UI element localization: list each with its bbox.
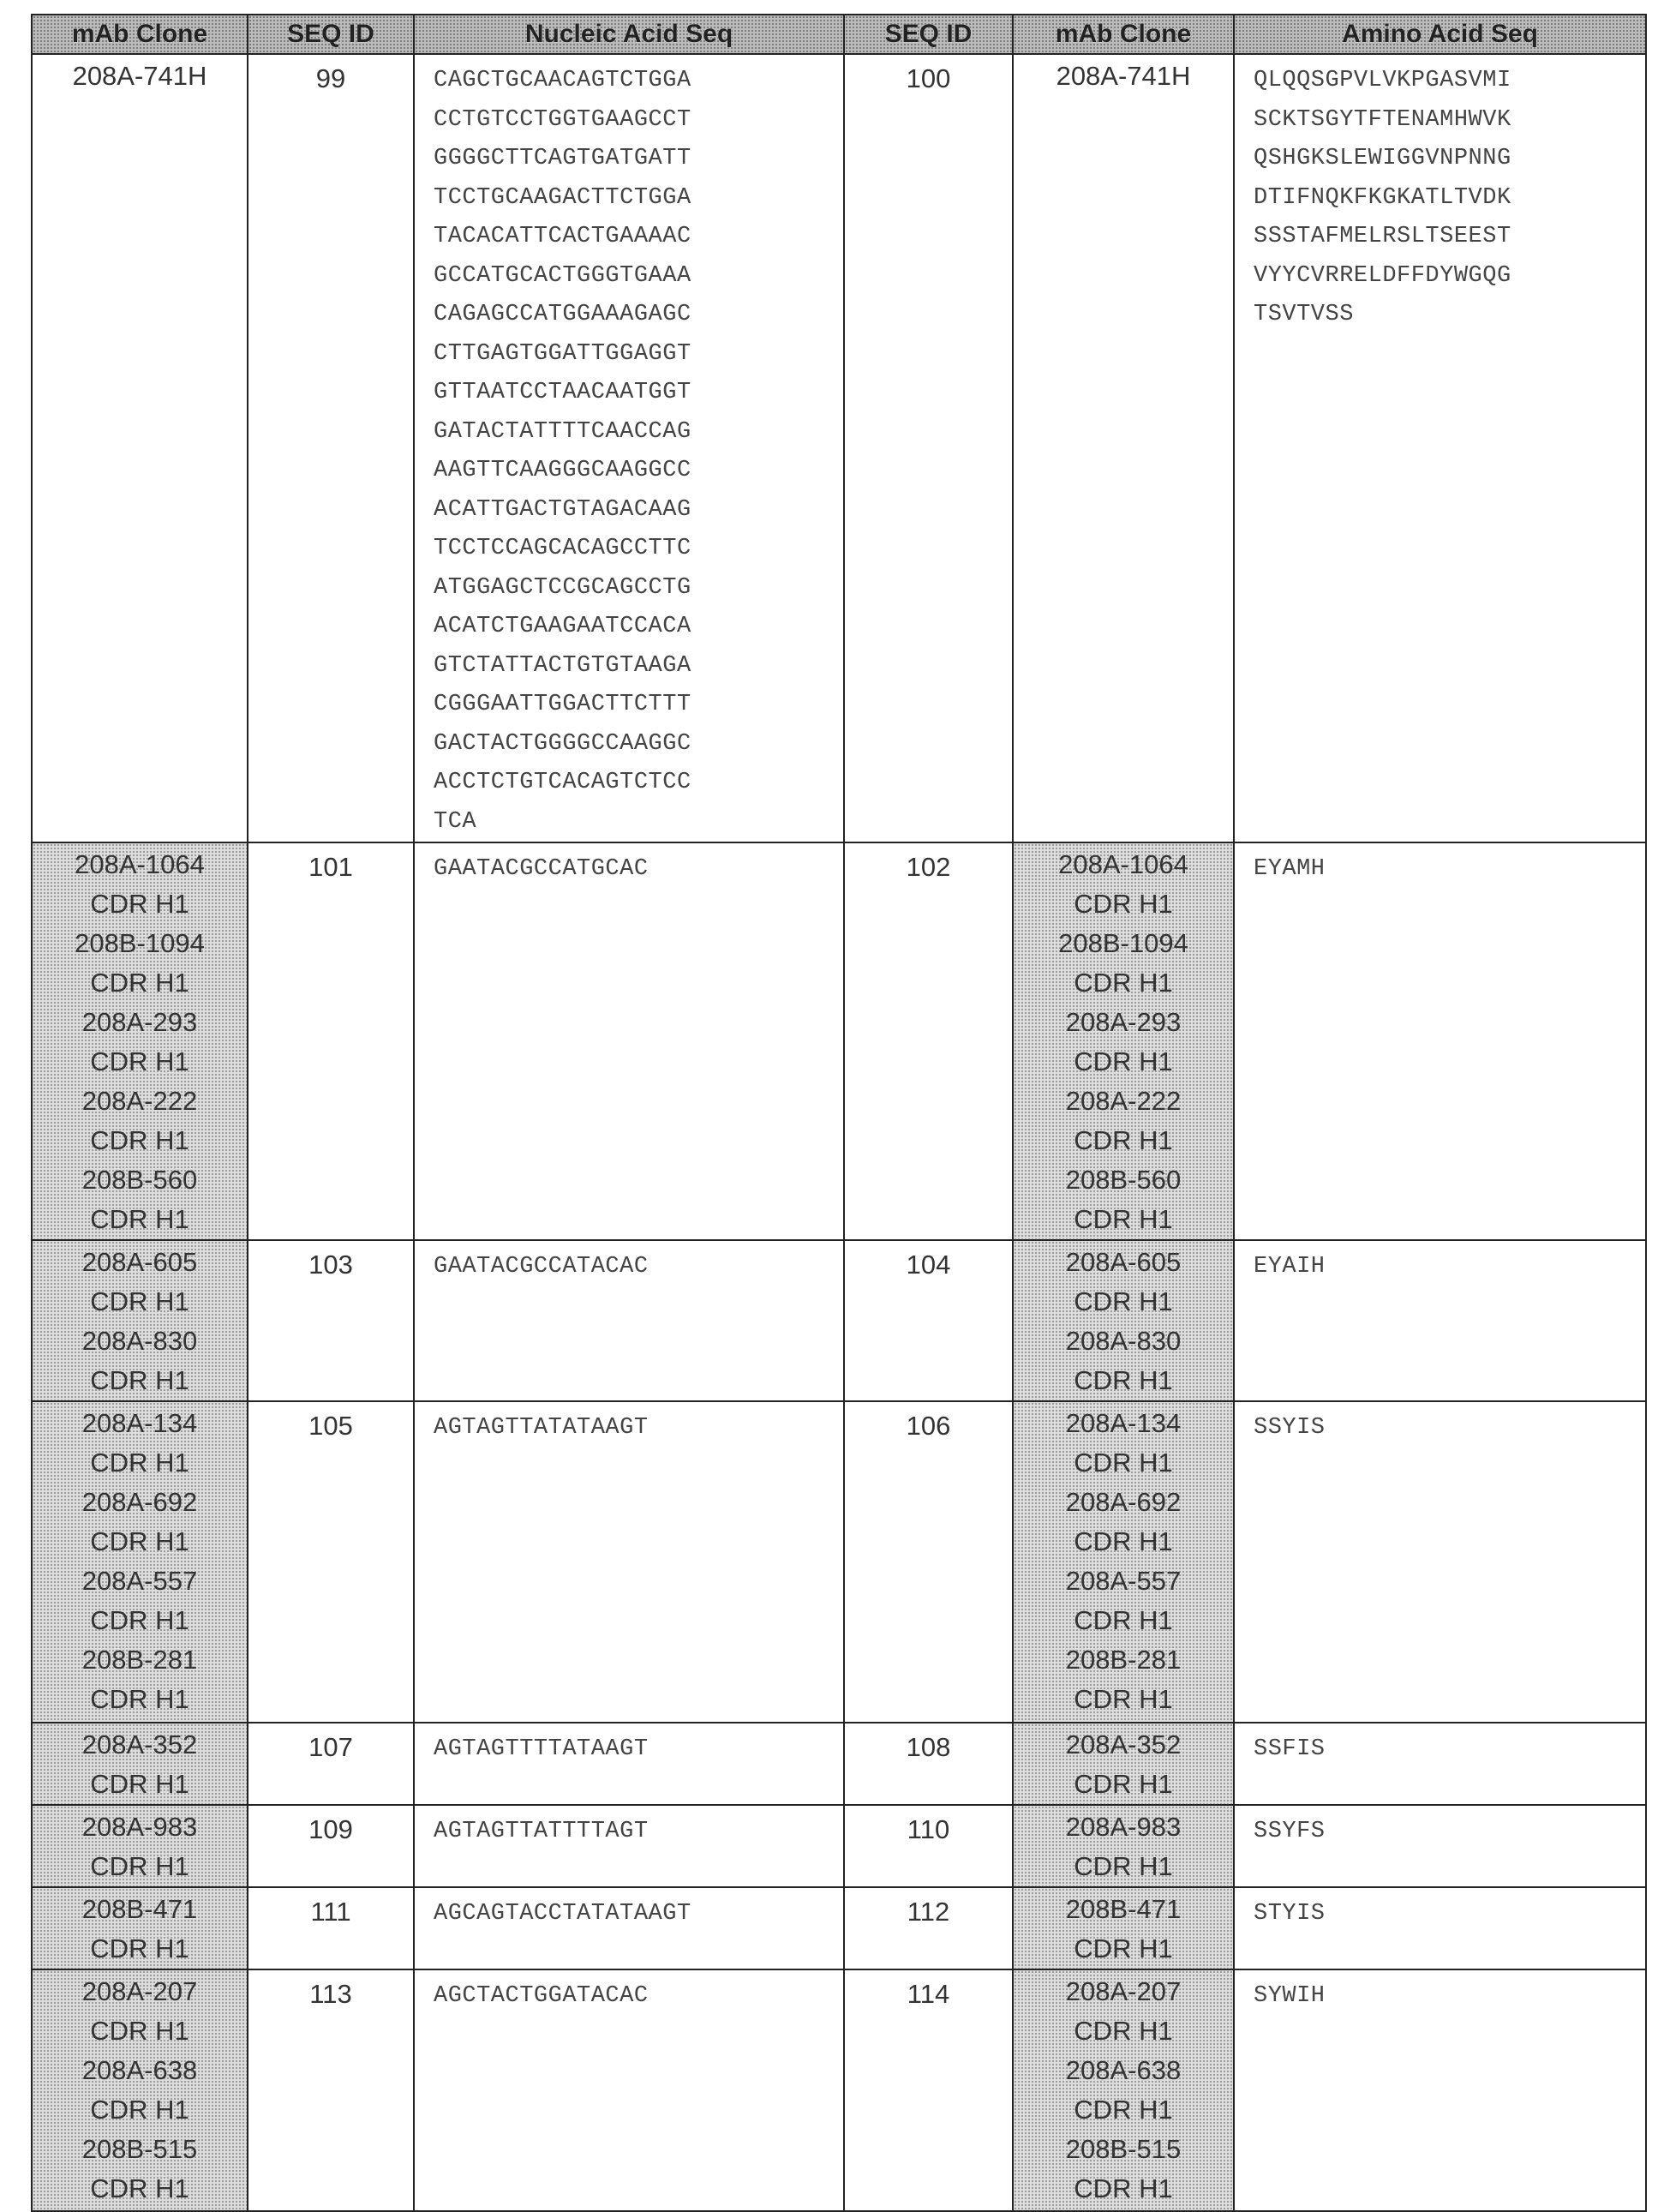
clone-line: 208A-293 — [1014, 1003, 1233, 1042]
clone-line: CDR H1 — [1014, 963, 1233, 1003]
seq-id-cell: 113 — [248, 1969, 414, 2211]
clone-line: CDR H1 — [1014, 1361, 1233, 1400]
clone-line: 208A-1064 — [1014, 845, 1233, 884]
clone-line: 208A-983 — [1014, 1807, 1233, 1847]
clone-line: 208A-134 — [33, 1404, 247, 1443]
seq-id-cell: 108 — [844, 1723, 1013, 1805]
clone-line: 208A-293 — [33, 1003, 247, 1042]
clone-line: CDR H1 — [33, 2090, 247, 2130]
clone-line: CDR H1 — [33, 1847, 247, 1886]
sequence-line: TCA — [434, 803, 843, 842]
clone-line: 208A-352 — [1014, 1725, 1233, 1765]
sequence-line: CAGCTGCAACAGTCTGGA — [434, 62, 843, 101]
clone-line: 208A-207 — [1014, 1972, 1233, 2011]
sequence-line: ACCTCTGTCACAGTCTCC — [434, 764, 843, 803]
sequence-line: CTTGAGTGGATTGGAGGT — [434, 335, 843, 375]
clone-line: 208B-471 — [1014, 1890, 1233, 1929]
nucleic-acid-seq-cell — [414, 1401, 844, 1723]
sequence-line: GATACTATTTTCAACCAG — [434, 413, 843, 453]
clone-line: CDR H1 — [1014, 884, 1233, 924]
sequence-line: SCKTSGYTFTENAMHWVK — [1254, 101, 1645, 141]
clone-line: CDR H1 — [33, 1680, 247, 1719]
header-nucleic-acid-seq: Nucleic Acid Seq — [414, 15, 844, 54]
seq-id-cell: 105 — [248, 1401, 414, 1723]
clone-line: CDR H1 — [33, 1121, 247, 1160]
seq-id-cell: 103 — [248, 1240, 414, 1401]
sequence-line: AGTAGTTATTTTAGT — [434, 1813, 843, 1852]
clone-line: CDR H1 — [1014, 1929, 1233, 1969]
sequence-line: SSFIS — [1254, 1730, 1645, 1770]
clone-line: 208A-605 — [1014, 1243, 1233, 1282]
mab-clone-cell — [1013, 1805, 1234, 1887]
clone-line: 208A-741H — [1014, 57, 1233, 96]
clone-line: 208A-222 — [1014, 1082, 1233, 1121]
sequence-line: GAATACGCCATACAC — [434, 1248, 843, 1287]
clone-line: CDR H1 — [1014, 1522, 1233, 1562]
seq-id-cell: 101 — [248, 842, 414, 1240]
sequence-line: SSSTAFMELRSLTSEEST — [1254, 218, 1645, 257]
clone-line: 208A-557 — [1014, 1562, 1233, 1601]
clone-line: CDR H1 — [1014, 1042, 1233, 1082]
seq-id-cell: 114 — [844, 1969, 1013, 2211]
nucleic-acid-seq-cell — [414, 1805, 844, 1887]
header-mab-clone: mAb Clone — [32, 15, 248, 54]
sequence-line: STYIS — [1254, 1895, 1645, 1934]
sequence-line: GTTAATCCTAACAATGGT — [434, 374, 843, 413]
amino-acid-seq-cell — [1234, 1240, 1646, 1401]
mab-clone-cell — [1013, 54, 1234, 842]
seq-id-cell: 110 — [844, 1805, 1013, 1887]
mab-clone-cell — [1013, 1240, 1234, 1401]
mab-clone-cell — [1013, 842, 1234, 1240]
sequence-line: AGTAGTTTTATAAGT — [434, 1730, 843, 1770]
table-row — [32, 1401, 1646, 1723]
clone-line: 208A-557 — [33, 1562, 247, 1601]
header-amino-acid-seq: Amino Acid Seq — [1234, 15, 1646, 54]
sequence-line: EYAIH — [1254, 1248, 1645, 1287]
sequence-line: GCCATGCACTGGGTGAAA — [434, 257, 843, 297]
sequence-line: AGCAGTACCTATATAAGT — [434, 1895, 843, 1934]
clone-line: CDR H1 — [33, 1443, 247, 1483]
clone-line: CDR H1 — [33, 963, 247, 1003]
clone-line: 208A-741H — [33, 57, 247, 96]
clone-line: 208A-692 — [33, 1483, 247, 1522]
seq-id-cell: 106 — [844, 1401, 1013, 1723]
amino-acid-seq-cell — [1234, 1887, 1646, 1969]
nucleic-acid-seq-cell — [414, 842, 844, 1240]
amino-acid-seq-cell — [1234, 54, 1646, 842]
clone-line: CDR H1 — [1014, 1121, 1233, 1160]
nucleic-acid-seq-cell — [414, 1969, 844, 2211]
clone-line: 208A-1064 — [33, 845, 247, 884]
amino-acid-seq-cell — [1234, 1401, 1646, 1723]
clone-line: 208B-560 — [1014, 1160, 1233, 1200]
mab-clone-cell — [1013, 1887, 1234, 1969]
nucleic-acid-seq-cell — [414, 54, 844, 842]
clone-line: CDR H1 — [1014, 1847, 1233, 1886]
sequence-table — [31, 14, 1647, 2212]
seq-id-cell: 104 — [844, 1240, 1013, 1401]
sequence-line: EYAMH — [1254, 850, 1645, 890]
clone-line: CDR H1 — [33, 1765, 247, 1804]
table-row — [32, 1240, 1646, 1401]
mab-clone-cell — [1013, 1969, 1234, 2211]
clone-line: CDR H1 — [33, 884, 247, 924]
sequence-line: VYYCVRRELDFFDYWGQG — [1254, 257, 1645, 297]
sequence-line: CAGAGCCATGGAAAGAGC — [434, 296, 843, 335]
seq-id-cell: 111 — [248, 1887, 414, 1969]
clone-line: CDR H1 — [33, 1282, 247, 1322]
sequence-line: GGGGCTTCAGTGATGATT — [434, 140, 843, 179]
clone-line: CDR H1 — [1014, 1680, 1233, 1719]
clone-line: CDR H1 — [33, 1042, 247, 1082]
clone-line: 208B-1094 — [33, 924, 247, 963]
mab-clone-cell — [1013, 1401, 1234, 1723]
sequence-line: QSHGKSLEWIGGVNPNNG — [1254, 140, 1645, 179]
table-row — [32, 842, 1646, 1240]
sequence-line: ACATCTGAAGAATCCACA — [434, 608, 843, 647]
mab-clone-cell — [1013, 1723, 1234, 1805]
clone-line: CDR H1 — [1014, 1443, 1233, 1483]
clone-line: CDR H1 — [1014, 2169, 1233, 2209]
clone-line: CDR H1 — [33, 2169, 247, 2209]
sequence-line: ACATTGACTGTAGACAAG — [434, 491, 843, 531]
clone-line: CDR H1 — [1014, 1282, 1233, 1322]
clone-line: CDR H1 — [33, 1200, 247, 1239]
mab-clone-cell — [32, 1887, 248, 1969]
seq-id-cell: 107 — [248, 1723, 414, 1805]
sequence-line: GTCTATTACTGTGTAAGA — [434, 647, 843, 686]
clone-line: 208B-281 — [1014, 1640, 1233, 1680]
clone-line: 208B-471 — [33, 1890, 247, 1929]
sequence-line: TSVTVSS — [1254, 296, 1645, 335]
clone-line: CDR H1 — [1014, 1601, 1233, 1640]
header-seq-id: SEQ ID — [248, 15, 414, 54]
mab-clone-cell — [32, 54, 248, 842]
clone-line: 208A-352 — [33, 1725, 247, 1765]
clone-line: 208A-830 — [33, 1322, 247, 1361]
table-row — [32, 1969, 1646, 2211]
table-row — [32, 1805, 1646, 1887]
clone-line: CDR H1 — [33, 1522, 247, 1562]
clone-line: 208A-207 — [33, 1972, 247, 2011]
header-row — [32, 15, 1646, 54]
clone-line: 208B-515 — [1014, 2130, 1233, 2169]
clone-line: CDR H1 — [33, 2011, 247, 2051]
clone-line: 208A-134 — [1014, 1404, 1233, 1443]
clone-line: 208A-605 — [33, 1243, 247, 1282]
clone-line: 208A-222 — [33, 1082, 247, 1121]
sequence-line: QLQQSGPVLVKPGASVMI — [1254, 62, 1645, 101]
clone-line: CDR H1 — [33, 1601, 247, 1640]
mab-clone-cell — [32, 842, 248, 1240]
clone-line: CDR H1 — [1014, 2011, 1233, 2051]
amino-acid-seq-cell — [1234, 1723, 1646, 1805]
clone-line: CDR H1 — [1014, 1200, 1233, 1239]
sequence-line: AAGTTCAAGGGCAAGGCC — [434, 452, 843, 491]
clone-line: 208A-830 — [1014, 1322, 1233, 1361]
mab-clone-cell — [32, 1401, 248, 1723]
nucleic-acid-seq-cell — [414, 1723, 844, 1805]
clone-line: CDR H1 — [33, 1929, 247, 1969]
mab-clone-cell — [32, 1723, 248, 1805]
clone-line: 208A-638 — [33, 2051, 247, 2090]
sequence-line: AGCTACTGGATACAC — [434, 1977, 843, 2017]
sequence-line: SSYFS — [1254, 1813, 1645, 1852]
seq-id-cell: 99 — [248, 54, 414, 842]
amino-acid-seq-cell — [1234, 842, 1646, 1240]
table-row — [32, 1723, 1646, 1805]
nucleic-acid-seq-cell — [414, 1887, 844, 1969]
clone-line: 208B-1094 — [1014, 924, 1233, 963]
sequence-line: TCCTGCAAGACTTCTGGA — [434, 179, 843, 219]
clone-line: 208B-515 — [33, 2130, 247, 2169]
clone-line: 208A-983 — [33, 1807, 247, 1847]
clone-line: CDR H1 — [33, 1361, 247, 1400]
sequence-line: CGGGAATTGGACTTCTTT — [434, 686, 843, 725]
amino-acid-seq-cell — [1234, 1969, 1646, 2211]
sequence-line: CCTGTCCTGGTGAAGCCT — [434, 101, 843, 141]
header-mab-clone: mAb Clone — [1013, 15, 1234, 54]
seq-id-cell: 109 — [248, 1805, 414, 1887]
clone-line: CDR H1 — [1014, 2090, 1233, 2130]
mab-clone-cell — [32, 1969, 248, 2211]
sequence-line: GACTACTGGGGCCAAGGC — [434, 725, 843, 764]
clone-line: CDR H1 — [1014, 1765, 1233, 1804]
mab-clone-cell — [32, 1240, 248, 1401]
sequence-line: GAATACGCCATGCAC — [434, 850, 843, 890]
seq-id-cell: 112 — [844, 1887, 1013, 1969]
sequence-line: ATGGAGCTCCGCAGCCTG — [434, 569, 843, 608]
sequence-line: TCCTCCAGCACAGCCTTC — [434, 530, 843, 569]
sequence-line: DTIFNQKFKGKATLTVDK — [1254, 179, 1645, 219]
sequence-line: SSYIS — [1254, 1409, 1645, 1448]
sequence-line: SYWIH — [1254, 1977, 1645, 2017]
table-row — [32, 1887, 1646, 1969]
header-seq-id: SEQ ID — [844, 15, 1013, 54]
sequence-line: TACACATTCACTGAAAAC — [434, 218, 843, 257]
clone-line: 208B-281 — [33, 1640, 247, 1680]
mab-clone-cell — [32, 1805, 248, 1887]
amino-acid-seq-cell — [1234, 1805, 1646, 1887]
table-row — [32, 54, 1646, 842]
seq-id-cell: 100 — [844, 54, 1013, 842]
clone-line: 208B-560 — [33, 1160, 247, 1200]
clone-line: 208A-692 — [1014, 1483, 1233, 1522]
nucleic-acid-seq-cell — [414, 1240, 844, 1401]
sequence-line: AGTAGTTATATAAGT — [434, 1409, 843, 1448]
seq-id-cell: 102 — [844, 842, 1013, 1240]
clone-line: 208A-638 — [1014, 2051, 1233, 2090]
